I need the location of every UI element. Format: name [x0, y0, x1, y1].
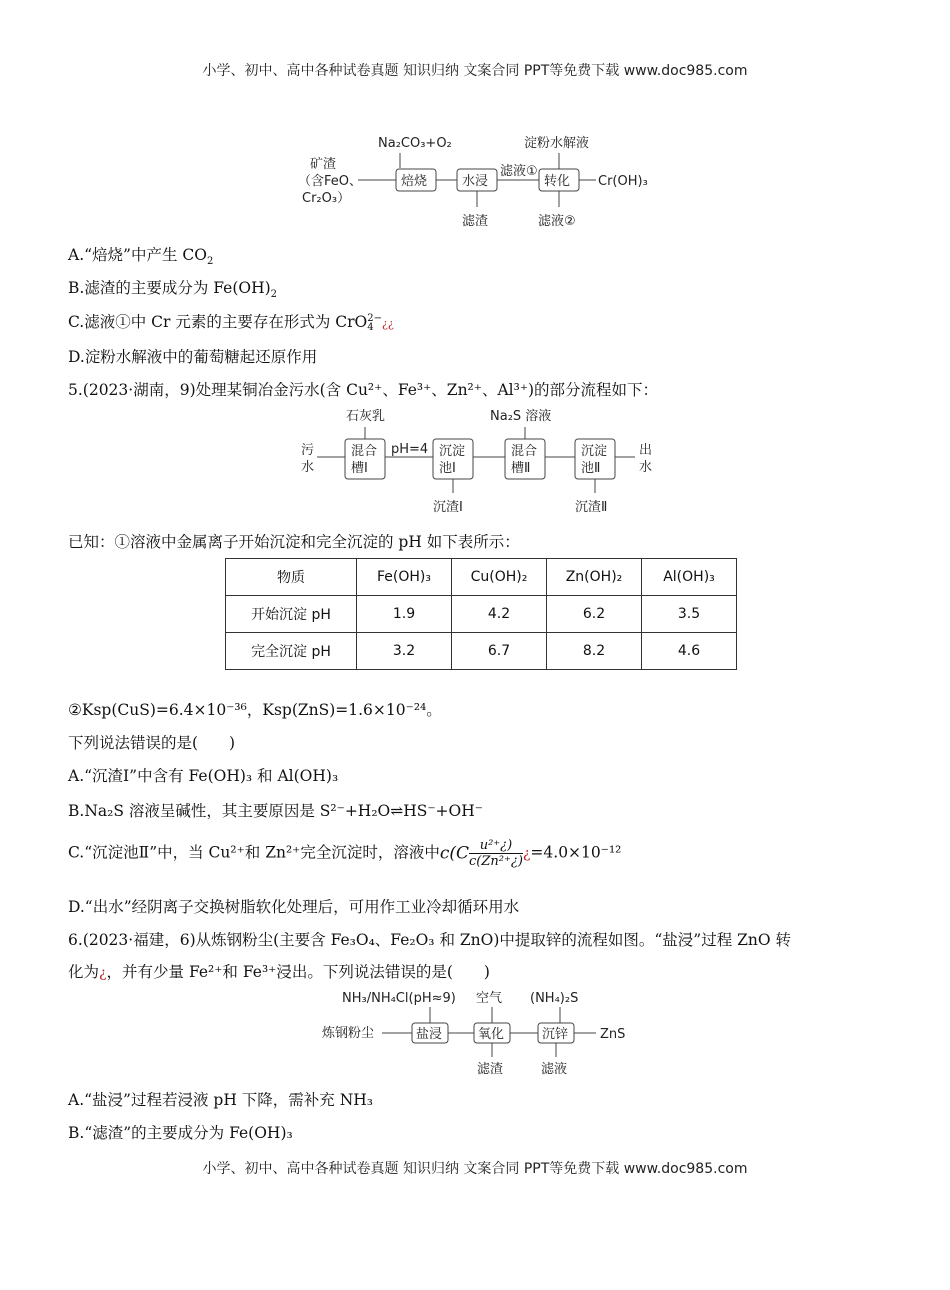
q6-flow-product: ZnS [600, 1027, 626, 1042]
flow-diagram-copper-wastewater [295, 405, 665, 520]
q6-flow-box2: 氧化 [478, 1027, 505, 1042]
flow1-product: Cr(OH)₃ [598, 174, 648, 189]
q5-flow-res2: 沉渣Ⅱ [575, 500, 608, 515]
q5-flow-pool2-l2: 池Ⅱ [581, 461, 601, 476]
flow1-reagent: 淀粉水解液 [524, 136, 590, 151]
q5-flow-out1: 出 [639, 443, 653, 458]
table-header-cell: 物质 [226, 559, 357, 596]
q5-option-d: D.“出水”经阴离子交换树脂软化处理后，可用作工业冷却循环用水 [68, 898, 520, 916]
q5-flow-na2s: Na₂S 溶液 [490, 409, 552, 424]
flow1-ore-line3: Cr₂O₃） [302, 191, 351, 206]
q6-flow-reagent2: 空气 [476, 991, 503, 1006]
q5-flow-tank1-l1: 混合 [351, 444, 378, 459]
q6-flow-dust: 炼钢粉尘 [322, 1026, 375, 1041]
table-header-row [226, 559, 737, 596]
q5-option-c: C.“沉淀池Ⅱ”中，当 Cu²⁺和 Zn²⁺完全沉淀时，溶液中c(C $\frac{\text{u²⁺¿)}}{\text{c(Zn²⁺¿)}}$ ¿=4.0×10⁻¹² [68, 838, 622, 869]
q4-option-b: B.滤渣的主要成分为 $Fe(OH)_2$ [68, 279, 278, 301]
q5-option-a: A.“沉渣Ⅰ”中含有 Fe(OH)₃ 和 Al(OH)₃ [68, 767, 339, 785]
q6-flow-res1: 滤渣 [477, 1062, 504, 1077]
flow1-input-top: Na₂CO₃+O₂ [378, 136, 452, 151]
flow-diagram-zinc [320, 985, 640, 1080]
table-cell: 完全沉淀 pH [226, 633, 357, 670]
flow1-ore-line2: （含FeO、 [298, 174, 362, 189]
q5-flow-tank2-l2: 槽Ⅱ [511, 461, 531, 476]
flow1-box2: 水浸 [462, 174, 489, 189]
q5-known: 已知：①溶液中金属离子开始沉淀和完全沉淀的 pH 如下表所示： [68, 533, 520, 551]
table-header-cell: Fe(OH)₃ [357, 559, 452, 596]
q6-flow-box1: 盐浸 [416, 1027, 443, 1042]
q4-option-d: D.淀粉水解液中的葡萄糖起还原作用 [68, 348, 318, 366]
flow1-residue: 滤渣 [462, 214, 489, 229]
flow1-ore-line1: 矿渣 [310, 157, 337, 172]
q6-stem-line2: 化为¿，并有少量 Fe²⁺和 Fe³⁺浸出。下列说法错误的是( ) [68, 963, 490, 981]
page-footer: 小学、初中、高中各种试卷真题 知识归纳 文案合同 PPT等免费下载 www.doc985.com [202, 1161, 748, 1177]
q6-flow-box3: 沉锌 [542, 1027, 569, 1042]
flow1-filtrate: 滤液① [500, 164, 538, 179]
q5-flow-pool1-l1: 沉淀 [439, 444, 466, 459]
q5-flow-lime: 石灰乳 [346, 409, 386, 424]
table-cell: 4.6 [642, 633, 737, 670]
precipitation-ph-table [225, 558, 737, 670]
table-cell: 6.2 [547, 596, 642, 633]
table-cell: 8.2 [547, 633, 642, 670]
q6-stem-line1: 6.(2023·福建，6)从炼钢粉尘(主要含 Fe₃O₄、Fe₂O₃ 和 ZnO)中提取锌的流程如图。“盐浸”过程 ZnO 转 [68, 931, 792, 949]
table-cell: 开始沉淀 pH [226, 596, 357, 633]
q6-flow-res2: 滤液 [541, 1062, 568, 1077]
table-cell: 3.5 [642, 596, 737, 633]
q5-flow-pool2-l1: 沉淀 [581, 444, 608, 459]
table-header-cell: Cu(OH)₂ [452, 559, 547, 596]
q5-flow-pool1-l2: 池Ⅰ [439, 461, 456, 476]
table-cell: 6.7 [452, 633, 547, 670]
q5-flow-out2: 水 [639, 460, 653, 475]
q5-flow-wastewater2: 水 [301, 460, 315, 475]
flow1-box3: 转化 [544, 174, 571, 189]
ratio-fraction: $\frac{\text{u²⁺¿)}}{\text{c(Zn²⁺¿)}}$ [469, 838, 523, 869]
q5-stem: 5.(2023·湖南，9)处理某铜冶金污水(含 Cu²⁺、Fe³⁺、Zn²⁺、Al³⁺)的部分流程如下： [68, 381, 659, 399]
q4-option-a: A.“焙烧”中产生 $CO_2$ [68, 246, 214, 268]
q5-flow-wastewater1: 污 [301, 443, 315, 458]
page-header: 小学、初中、高中各种试卷真题 知识归纳 文案合同 PPT等免费下载 www.doc985.com [202, 63, 748, 79]
q5-flow-ph: pH=4 [391, 442, 429, 457]
table-header-cell: Zn(OH)₂ [547, 559, 642, 596]
table-cell: 3.2 [357, 633, 452, 670]
q4-option-c: C.滤液①中 Cr 元素的主要存在形式为 CrO 2− 4 ¿¿ [68, 313, 394, 333]
table-cell: 1.9 [357, 596, 452, 633]
flow-diagram-chromium [280, 125, 680, 235]
table-row [226, 633, 737, 670]
q6-option-b: B.“滤渣”的主要成分为 Fe(OH)₃ [68, 1124, 293, 1142]
table-header-cell: Al(OH)₃ [642, 559, 737, 596]
table-row [226, 596, 737, 633]
q5-flow-tank2-l1: 混合 [511, 444, 538, 459]
table-cell: 4.2 [452, 596, 547, 633]
q6-option-a: A.“盐浸”过程若浸液 pH 下降，需补充 NH₃ [68, 1091, 373, 1109]
q5-question: 下列说法错误的是( ) [68, 734, 236, 752]
flow1-box1: 焙烧 [401, 174, 428, 189]
q6-flow-reagent3: (NH₄)₂S [530, 991, 579, 1006]
q6-flow-reagent1: NH₃/NH₄Cl(pH≈9) [342, 991, 456, 1006]
q5-flow-res1: 沉渣Ⅰ [433, 500, 463, 515]
q5-ksp: ②Ksp(CuS)=6.4×10⁻³⁶，Ksp(ZnS)=1.6×10⁻²⁴。 [68, 701, 442, 719]
flow1-filtrate2: 滤液② [538, 214, 576, 229]
q5-flow-tank1-l2: 槽Ⅰ [351, 461, 368, 476]
q5-option-b: B.Na₂S 溶液呈碱性，其主要原因是 S²⁻+H₂O⇌HS⁻+OH⁻ [68, 802, 483, 820]
